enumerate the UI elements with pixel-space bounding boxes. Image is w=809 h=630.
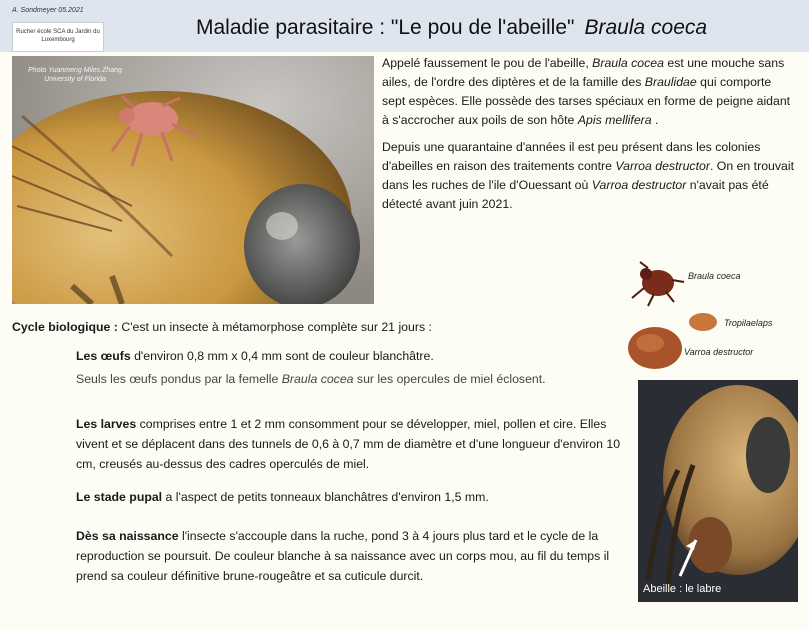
intro-paragraph-2: Depuis une quarantaine d'années il est peu présent dans les colonies d'abeilles en raison des traitements contre Varroa destructor. On en trouvait dans les ruches de l'ile d'Ouessant où Varroa destructor n'avait pas été détecté avant juin 2021. [382,140,795,211]
label-braula: Braula coeca [688,271,741,281]
bee-head-photo [638,380,798,602]
bee-head-caption: Abeille : le labre [643,583,722,595]
tropilaelaps-specimen [689,313,717,331]
label-tropilaelaps: Tropilaelaps [724,318,773,328]
author-credit: A. Sondmeyer 05.2021 [12,7,84,14]
eggs-note: Seuls les œufs pondus par la femelle Braula cocea sur les opercules de miel éclosent. [76,372,546,386]
eggs-paragraph: Les œufs d'environ 0,8 mm x 0,4 mm sont de couleur blanchâtre. Seuls les œufs pondus par la femelle Braula cocea sur les opercules de miel éclosent. [76,346,631,389]
title-text: Maladie parasitaire : "Le pou de l'abeille" [196,16,575,39]
photo-credit [20,66,130,84]
intro-paragraph-1: Appelé faussement le pou de l'abeille, Braula cocea est une mouche sans ailes, de l'ordre des diptères et de la famille des Braulidae qui comporte sept espèces. Elle possède des tarses spéciaux en forme de peigne aidant à s'accrocher aux poils de son hôte Apis mellifera . [382,56,791,127]
cycle-heading-line [12,320,612,334]
intro-text [382,54,796,222]
bee-with-louse-photo [12,56,374,304]
pupa-paragraph: Le stade pupal a l'aspect de petits tonneaux blanchâtres d'environ 1,5 mm. [76,490,489,504]
braula-specimen [632,262,684,306]
photo-credit-author: Photo Yuanmeng Miles Zhang [28,67,122,74]
varroa-specimen [628,327,682,369]
photo-credit-institution: University of Florida [44,76,106,83]
cycle-heading: Cycle biologique : [12,320,118,334]
cycle-intro-text: C'est un insecte à métamorphose complète sur 21 jours : [117,320,432,334]
label-varroa: Varroa destructor [684,347,754,357]
page-title [196,16,707,40]
larvae-paragraph: Les larves comprises entre 1 et 2 mm consomment pour se développer, miel, pollen et cire. Elles vivent et se déplacent dans des tunnels de 0,6 à 0,7 mm de diamètre et d'une longueur d'environ 10 cm, creusés au-dessus des cadres operculés de miel. [76,417,621,471]
title-scientific-name: Braula coeca [584,16,708,39]
birth-paragraph: Dès sa naissance l'insecte s'accouple dans la ruche, pond 3 à 4 jours plus tard et le cycle de la reproduction se poursuit. De couleur blanche à sa naissance avec un corps mou, au fil du temps il prend sa couleur définitive brune-rougeâtre et sa cuticule durcit. [76,529,610,583]
club-logo: Rucher école SCA du Jardin du Luxembourg [12,22,104,52]
